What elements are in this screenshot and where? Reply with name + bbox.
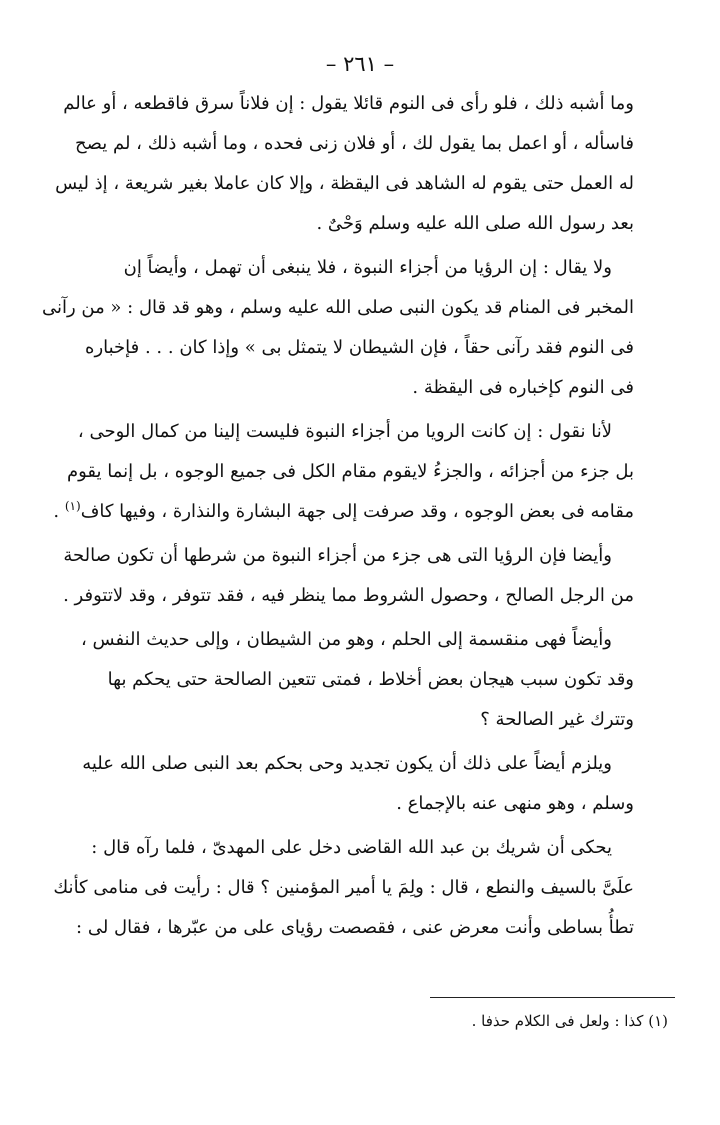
text-segment: .	[53, 501, 65, 522]
text-line: المخبر فى المنام قد يكون النبى صلى الله عليه وسلم ، وهو قد قال : « من رآنى	[41, 297, 634, 318]
text-line: بعد رسول الله صلى الله عليه وسلم وَحْىٌ .	[316, 213, 634, 234]
text-line: بل جزء من أجزائه ، والجزءُ لايقوم مقام الكل فى جميع الوجوه ، بل إنما يقوم	[66, 461, 634, 482]
paragraph	[53, 828, 634, 948]
text-line: فى النوم فقد رآنى حقاً ، فإن الشيطان لا يتمثل بى » وإذا كان . . . فإخباره	[85, 337, 634, 358]
text-line: ويلزم أيضاً على ذلك أن يكون تجديد وحى بحكم بعد النبى صلى الله عليه	[82, 753, 612, 774]
paragraph	[41, 248, 634, 408]
paragraph	[63, 536, 634, 616]
text-line: له العمل حتى يقوم له الشاهد فى اليقظة ، وإلا كان عاملا بغير شريعة ، إذ ليس	[55, 173, 634, 194]
text-line: ولا يقال : إن الرؤيا من أجزاء النبوة ، فلا ينبغى أن تهمل ، وأيضاً إن	[123, 257, 612, 278]
paragraph	[82, 620, 634, 740]
body-text	[41, 84, 634, 952]
paragraph	[55, 84, 634, 244]
footnote-reference: (١)	[64, 499, 81, 513]
text-line: وسلم ، وهو منهى عنه بالإجماع .	[396, 793, 634, 814]
text-line: تطأُ بساطى وأنت معرض عنى ، فقصصت رؤياى على من عبّرها ، فقال لى :	[76, 917, 634, 938]
text-line: وأيضاً فهى منقسمة إلى الحلم ، وهو من الشيطان ، وإلى حديث النفس ،	[80, 629, 612, 650]
text-line: وما أشبه ذلك ، فلو رأى فى النوم قائلا يقول : إن فلاناً سرق فاقطعه ، أو عالم	[63, 93, 634, 114]
text-line	[53, 492, 634, 532]
text-line: وقد تكون سبب هيجان بعض أخلاط ، فمتى تتعين الصالحة حتى يحكم بها	[107, 669, 634, 690]
paragraph	[53, 412, 634, 532]
paragraph	[82, 744, 634, 824]
text-line: فى النوم كإخباره فى اليقظة .	[412, 377, 634, 398]
text-line: من الرجل الصالح ، وحصول الشروط مما ينظر فيه ، فقد تتوفر ، وقد لاتتوفر .	[63, 585, 634, 606]
footnote-divider	[430, 997, 675, 998]
text-line: علَىَّ بالسيف والنطع ، قال : ولِمَ يا أمير المؤمنين ؟ قال : رأيت فى منامى كأنك	[53, 877, 634, 898]
page-number: – ٢٦١ –	[325, 52, 395, 76]
text-line: لأنا نقول : إن كانت الرويا من أجزاء النبوة فليست إلينا من كمال الوحى ،	[77, 421, 612, 442]
text-segment: مقامه فى بعض الوجوه ، وقد صرفت إلى جهة البشارة والنذارة ، وفيها كاف	[80, 501, 634, 522]
text-line: يحكى أن شريك بن عبد الله القاضى دخل على المهدىّ ، فلما رآه قال :	[91, 837, 612, 858]
text-line: وتترك غير الصالحة ؟	[480, 709, 634, 730]
text-line: فاسأله ، أو اعمل بما يقول لك ، أو فلان زنى فحده ، وما أشبه ذلك ، لم يصح	[75, 133, 634, 154]
text-line: وأيضا فإن الرؤيا التى هى جزء من أجزاء النبوة من شرطها أن تكون صالحة	[63, 545, 612, 566]
footnote: (١) كذا : ولعل فى الكلام حذفا .	[471, 1012, 668, 1030]
